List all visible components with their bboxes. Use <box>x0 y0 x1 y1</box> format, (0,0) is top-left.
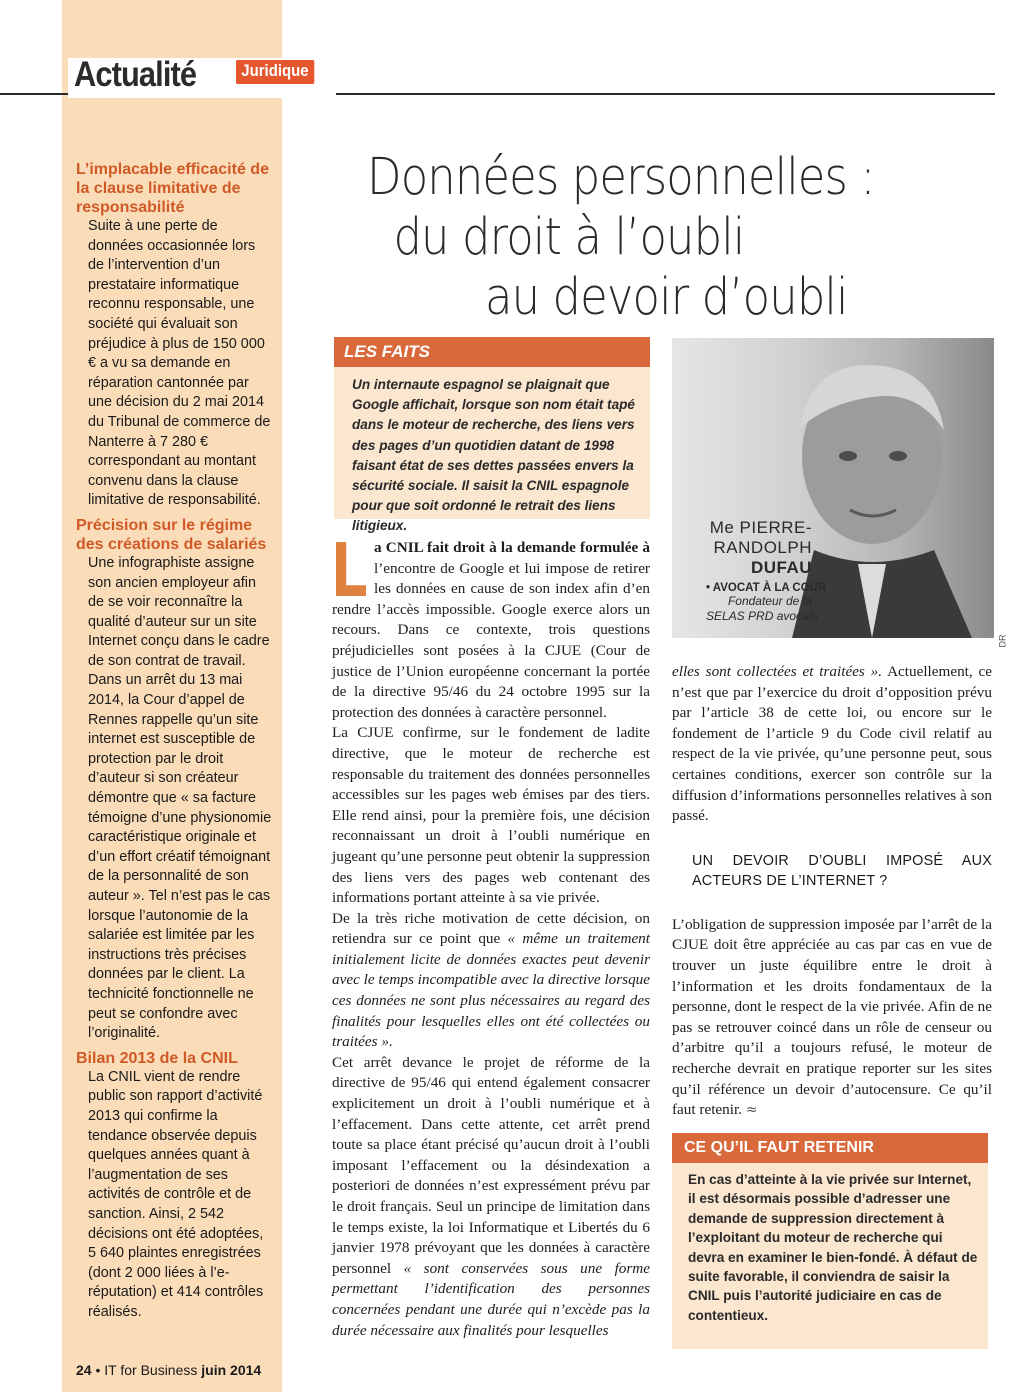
article-text: Actuellement, ce n’est que par l’exercice du droit d’opposition prévu par l’article 38 de cette loi, ou encore sur le fondement de l’article 9 du Code civil relatif au respect de la vie privée, qu’une personne peut, sous certaines conditions, exercer son contrôle sur la diffusion d’informations personnelles relatives à son passé. <box>672 663 992 825</box>
article-text: L’obligation de suppression imposée par l’arrêt de la CJUE doit être appréciée au cas par cas en vue de trouver un juste équilibre entre le droit à l’information et les droits fondamentaux de la personne, dont le respect de la vie privée. Afin de ne pas se retrouver coincé dans un rôle de censeur ou d’arbitre qu’il a toujours refusé, le moteur de recherche devrait en pratique reporter sur les sites qu’il référence un devoir d’autocensure. Ce qu’il faut retenir. <box>672 915 992 1119</box>
headline-line: Données personnelles : <box>367 148 875 207</box>
author-org-line: SELAS PRD avocats <box>706 609 819 623</box>
headline-line: du droit à l’oubli <box>393 208 745 267</box>
brief-item <box>76 160 272 511</box>
brief-body: Une infographiste assigne son ancien employeur afin de se voir reconnaître la qualité d’auteur sur un site Internet conçu dans le cadre de son contrat de travail. Dans un arrêt du 13 mai 2014, la Cour d’appel de Rennes rappelle qu’un site internet est susceptible de protection par le droit d’auteur si son créateur démontre que « sa facture témoigne d’une physionomie caractéristique originale et d’un effort créatif témoignant de la personnalité de son auteur ». Tel n’est pas le cas lorsque l’autonomie de la salariée est limitée par les instructions très précises données par le client. La technicité fonctionnelle ne peut se confondre avec l’originalité. <box>88 554 272 1042</box>
brief-title: Bilan 2013 de la CNIL <box>76 1049 238 1067</box>
end-mark-icon: ≈ <box>745 1102 758 1119</box>
article-paragraph <box>332 1053 650 1341</box>
article-text: De la très riche motivation de cette décision, on retiendra sur ce point que <box>332 909 650 948</box>
article-quote: « sont conservées sous une forme permettant l’identification des personnes concernées pendant une durée qui n’excède pas la durée nécessaire aux finalités pour lesquelles <box>332 1259 651 1339</box>
facts-heading: LES FAITS <box>334 337 650 367</box>
author-org-line: Fondateur de la <box>727 594 812 608</box>
article-paragraph <box>672 915 992 1121</box>
brief-body: Suite à une perte de données occasionnée lors de l’intervention d’un prestataire informatique reconnu responsable, une société qui évaluait son préjudice à plus de 150 000 € a vu sa demande en réparation cantonnée par une décision du 2 mai 2014 du Tribunal de commerce de Nanterre à 7 280 € correspondant au montant convenu dans la clause limitative de responsabilité. <box>88 218 271 509</box>
briefs-column <box>76 160 272 1327</box>
article-paragraph: La CJUE confirme, sur le fondement de ladite directive, que le moteur de recherche est responsable du traitement des données personnelles accessibles sur les pages web émises par des tiers. Elle rend ainsi, pour la première fois, une décision reconnaissant un droit à l’oubli numérique en jugeant qu’une personne peut obtenir la suppression des liens vers des pages web contenant des informations portant atteinte à sa vie privée. <box>332 724 650 907</box>
headline-line: au devoir d’oubli <box>484 268 848 327</box>
article-quote: « même un traitement initialement licite de données exactes peut devenir avec le temps incompatible avec la directive lorsque ces données ne sont plus nécessaires au regard des finalités pour lesquelles elles ont été collectées ou traitées ». <box>332 930 650 1051</box>
article-headline <box>360 148 970 328</box>
facts-text: Un internaute espagnol se plaignait que Google affichait, lorsque son nom était tapé dans le moteur de recherche, des liens vers des pages d’un quotidien datant de 1998 faisant état de ses dettes passées envers la sécurité sociale. Il saisit la CNIL espagnole pour que soit ordonné le retrait des liens litigieux. <box>352 377 635 534</box>
drop-cap-l <box>336 542 366 596</box>
author-name-line: Me PIERRE- <box>709 518 812 537</box>
author-name-line: RANDOLPH <box>713 538 812 557</box>
brief-title: L’implacable efficacité de la clause limitative de responsabilité <box>76 161 269 216</box>
article-text: Cet arrêt devance le projet de réforme de la directive de 95/46 qui entend également consacrer explicitement un droit à l’oubli numérique et à l’effacement. Dans cette attente, cet arrêt prend toute sa place étant précisé qu’aucun droit à l’oubli imposant l’effacement ou la désindexation a posteriori de données n’est expressément prévu par le droit français. Seul un principe de limitation dans le temps existe, la loi Informatique et Libertés du 6 janvier 1978 prévoyant que les données à caractère personnel <box>332 1053 650 1277</box>
takeaway-text: En cas d’atteinte à la vie privée sur Internet, il est désormais possible d’adresser une demande de suppression directement à l’exploitant du moteur de recherche qui devra en examiner le bien-fondé. À défaut de suite favorable, il conviendra de saisir la CNIL puis l’autorité judiciaire en cas de contentieux. <box>688 1172 978 1323</box>
folio-bullet: • <box>95 1362 101 1378</box>
article-text: l’encontre de Google et lui impose de retirer les données en cause de son index afin d’en rendre l’accès impossible. Google exerce alors un recours. Dans ce contexte, trois questions préjudicielles sont posées à la CJUE (Cour de justice de l’Union européenne concernant la portée de la directive 95/46 du 24 octobre 1995 sur la protection des données à caractère personnel. <box>332 559 650 721</box>
brief-body: La CNIL vient de rendre public son rapport d’activité 2013 qui confirme la tendance observée depuis quelques années quant à l’augmentation de ses activités de contrôle et de sanction. Ainsi, 2 542 décisions ont été adoptées, 5 640 plaintes enregistrées (dont 2 000 liées à l’e-réputation) et 414 contrôles réalisés. <box>88 1068 264 1320</box>
magazine-name: IT for Business <box>104 1362 198 1378</box>
section-heading: UN DEVOIR D’OUBLI IMPOSÉ AUX ACTEURS DE L’INTERNET ? <box>692 852 992 889</box>
article-column-1 <box>332 538 650 1341</box>
article-column-2 <box>672 662 992 1121</box>
article-lead: a CNIL fait droit à la demande formulée à <box>374 539 650 556</box>
author-surname: DUFAU <box>750 558 812 577</box>
author-role: • AVOCAT À LA COUR <box>706 582 827 594</box>
author-byline <box>706 518 827 624</box>
takeaway-heading: CE QU’IL FAUT RETENIR <box>672 1133 988 1163</box>
article-quote: elles sont collectées et traitées ». <box>672 663 883 680</box>
brief-item <box>76 516 272 1044</box>
article-paragraph <box>672 662 992 827</box>
rubric-title: Actualité <box>74 55 197 94</box>
brief-title: Précision sur le régime des créations de salariés <box>76 516 267 553</box>
rubric-tag: Juridique <box>236 60 314 84</box>
article-paragraph <box>332 909 650 1053</box>
issue-date: juin 2014 <box>201 1362 262 1378</box>
page-number: 24 <box>76 1362 92 1378</box>
photo-credit: DR <box>997 634 1008 648</box>
brief-item <box>76 1049 272 1323</box>
page-footer <box>76 1362 261 1378</box>
article-paragraph <box>332 538 650 723</box>
